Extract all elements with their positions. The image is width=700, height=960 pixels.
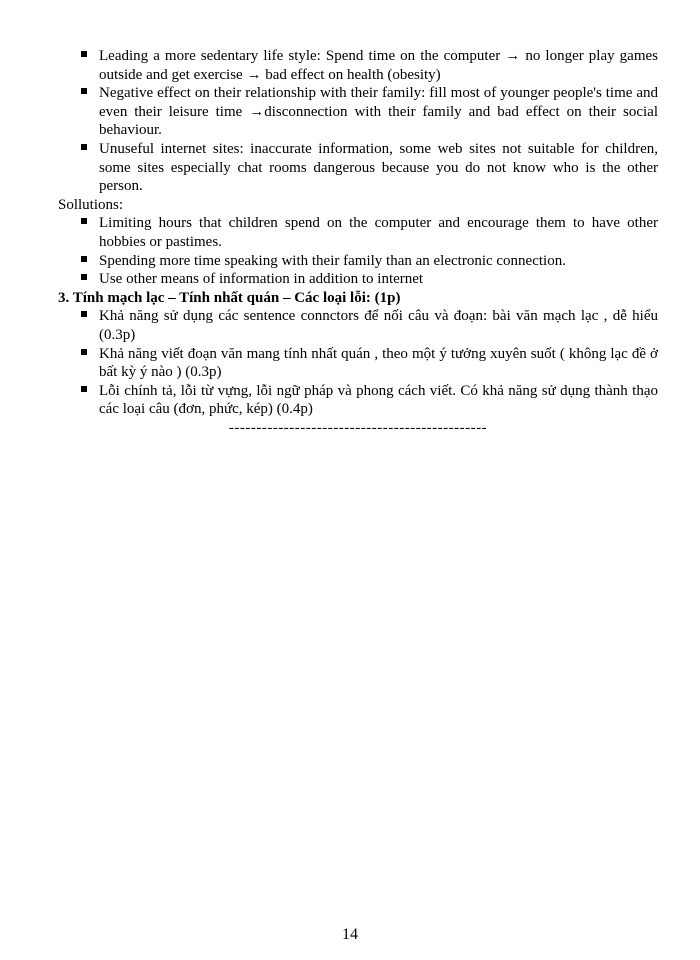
solutions-label: Sollutions: [58, 196, 124, 213]
problems-list [58, 47, 658, 196]
list-item-text: Khả năng viết đoạn văn mang tính nhất quán , theo một ý tưởng xuyên suốt ( không lạc đề ở bất kỳ ý nào ) (0.3p) [99, 345, 658, 381]
section-3-list [58, 307, 658, 419]
document-body [58, 47, 658, 437]
list-item [58, 307, 658, 344]
list-item [58, 270, 658, 289]
list-item-text: Spending more time speaking with their family than an electronic connection. [99, 252, 566, 269]
list-item [58, 345, 658, 382]
list-item-text: Negative effect on their relationship with their family: fill most of younger people's time and even their leisure time →disconnection with their family and bad effect on their social behaviour. [99, 85, 658, 139]
square-bullet-icon [81, 144, 87, 150]
square-bullet-icon [81, 349, 87, 355]
section-separator: ----------------------------------------------- [228, 419, 488, 436]
list-item-text: Lỗi chính tả, lỗi từ vựng, lỗi ngữ pháp và phong cách viết. Có khả năng sử dụng thành thạo các loại câu (đơn, phức, kép) (0.4p) [99, 382, 658, 418]
list-item-text: Use other means of information in addition to internet [99, 271, 424, 288]
square-bullet-icon [81, 386, 87, 392]
list-item [58, 47, 658, 84]
list-item [58, 140, 658, 196]
list-item-text: Khả năng sử dụng các sentence connctors để nối câu và đoạn: bài văn mạch lạc , dễ hiểu (0.3p) [99, 308, 658, 343]
list-item-text: Unuseful internet sites: inaccurate information, some web sites not suitable for children, some sites especially chat rooms dangerous because you do not know who is the other person. [99, 140, 658, 195]
solutions-list [58, 214, 658, 288]
square-bullet-icon [81, 256, 87, 262]
list-item-text: Limiting hours that children spend on the computer and encourage them to have other hobbies or pastimes. [99, 215, 658, 250]
section-3-heading: 3. Tính mạch lạc – Tính nhất quán – Các loại lỗi: (1p) [58, 289, 401, 306]
list-item [58, 214, 658, 251]
square-bullet-icon [81, 51, 87, 57]
list-item-text: Leading a more sedentary life style: Spend time on the computer → no longer play games outside and get exercise → bad effect on health (obesity) [99, 48, 658, 83]
square-bullet-icon [81, 274, 87, 280]
list-item [58, 382, 658, 419]
list-item [58, 252, 658, 271]
square-bullet-icon [81, 88, 87, 94]
square-bullet-icon [81, 311, 87, 317]
page-number: 14 [342, 926, 358, 943]
square-bullet-icon [81, 218, 87, 224]
list-item [58, 84, 658, 140]
